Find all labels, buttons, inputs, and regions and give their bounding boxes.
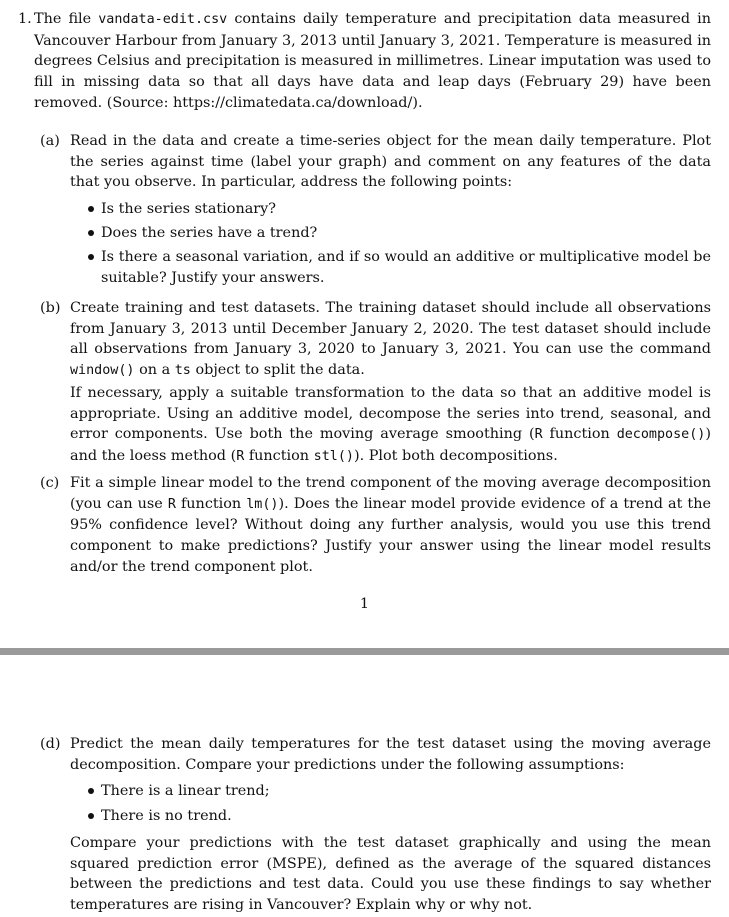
part-b-text: object to split the data. — [190, 362, 365, 379]
bullet-icon — [88, 813, 94, 819]
part-b-text: ) and the loess method ( — [70, 426, 711, 465]
bullet-icon — [88, 206, 94, 212]
part-b-text: on a — [134, 362, 175, 379]
part-a-bullet-2: Does the series have a trend? — [101, 225, 318, 241]
part-a-text: Read in the data and create a time-series object for the mean daily temperature. Plot the series against time (label your graph) and comment on any features of the data that you observe. In particular, address the following points: — [70, 133, 711, 191]
part-c-text — [70, 473, 711, 578]
q1-text-b: contains daily temperature and precipitation data measured in Vancouver Harbour from January 3, 2013 until January 3, 2021. Temperature is measured in degrees Celsius and precipitation is measured in millimetres. Linear imputation was used to fill in missing data so that all days have data and leap days (February 29) have been removed. (Source: https://climatedata.ca/download/). — [34, 11, 711, 111]
part-b-text: function — [542, 426, 617, 443]
r-code: R — [534, 427, 543, 443]
part-c-text-b: ). Does the linear model provide evidence of a trend at the 95% confidence level? Without doing any further analysis, would you use this trend component to make predictions? Justify your answer using the linear model results and/or the trend component plot. — [70, 495, 711, 575]
bullet-icon — [88, 788, 94, 794]
stl-code: stl() — [313, 449, 354, 465]
ts-code: ts — [174, 363, 191, 379]
r-code: R — [236, 449, 245, 465]
part-a-label: (a) — [40, 133, 60, 149]
part-b-text: ). Plot both decompositions. — [353, 448, 558, 465]
page-2 — [0, 655, 729, 917]
window-code: window() — [70, 363, 135, 379]
part-a-bullet-3: Is there a seasonal variation, and if so would an additive or multiplicative model be suitable? Justify your answers. — [101, 249, 711, 286]
part-d-bullet-1: There is a linear trend; — [101, 783, 270, 799]
q1-text-a: The file — [34, 11, 99, 27]
part-d-para-2: Compare your predictions with the test dataset graphically and using the mean squared prediction error (MSPE), defined as the average of the squared distances between the predictions and test data. Could you use these findings to say whether temperatures are rising in Vancouver? Explain why or why not. — [70, 835, 711, 914]
page-number: 1 — [359, 596, 370, 612]
bullet-icon — [88, 230, 94, 236]
r-code: R — [167, 496, 176, 512]
part-b-text: Create training and test datasets. The training dataset should include all observations from January 3, 2013 until December January 2, 2020. The test dataset should include all observations from January 3, 2020 to January 3, 2021. You can use the command — [70, 300, 711, 358]
part-b-para-2 — [70, 383, 711, 468]
part-d-bullet-2: There is no trend. — [101, 808, 232, 824]
decompose-code: decompose() — [616, 427, 706, 443]
part-c-label: (c) — [40, 475, 60, 491]
part-c-text-a: Fit a simple linear model to the trend component of the moving average decomposition (you can use — [70, 475, 711, 512]
page-divider — [0, 648, 729, 655]
question-number: 1. — [18, 11, 32, 27]
filename-code: vandata-edit.csv — [98, 12, 228, 27]
part-a-bullet-1: Is the series stationary? — [101, 201, 277, 217]
part-b-para-1 — [70, 298, 711, 382]
part-d-text: Predict the mean daily temperatures for the test dataset using the moving average decomposition. Compare your predictions under the following assumptions: — [70, 736, 711, 773]
part-b-text: function — [244, 448, 314, 465]
part-c-text-fn: function — [175, 495, 247, 512]
part-b-text: If necessary, apply a suitable transformation to the data so that an additive model is appropriate. Using an additive model, decompose the series into trend, seasonal, and error components. Use both the moving average smoothing ( — [70, 385, 711, 443]
part-b-label: (b) — [40, 300, 61, 316]
bullet-icon — [88, 254, 94, 260]
lm-code: lm() — [246, 496, 279, 512]
part-d-label: (d) — [40, 736, 61, 752]
question-1-intro — [34, 9, 711, 114]
